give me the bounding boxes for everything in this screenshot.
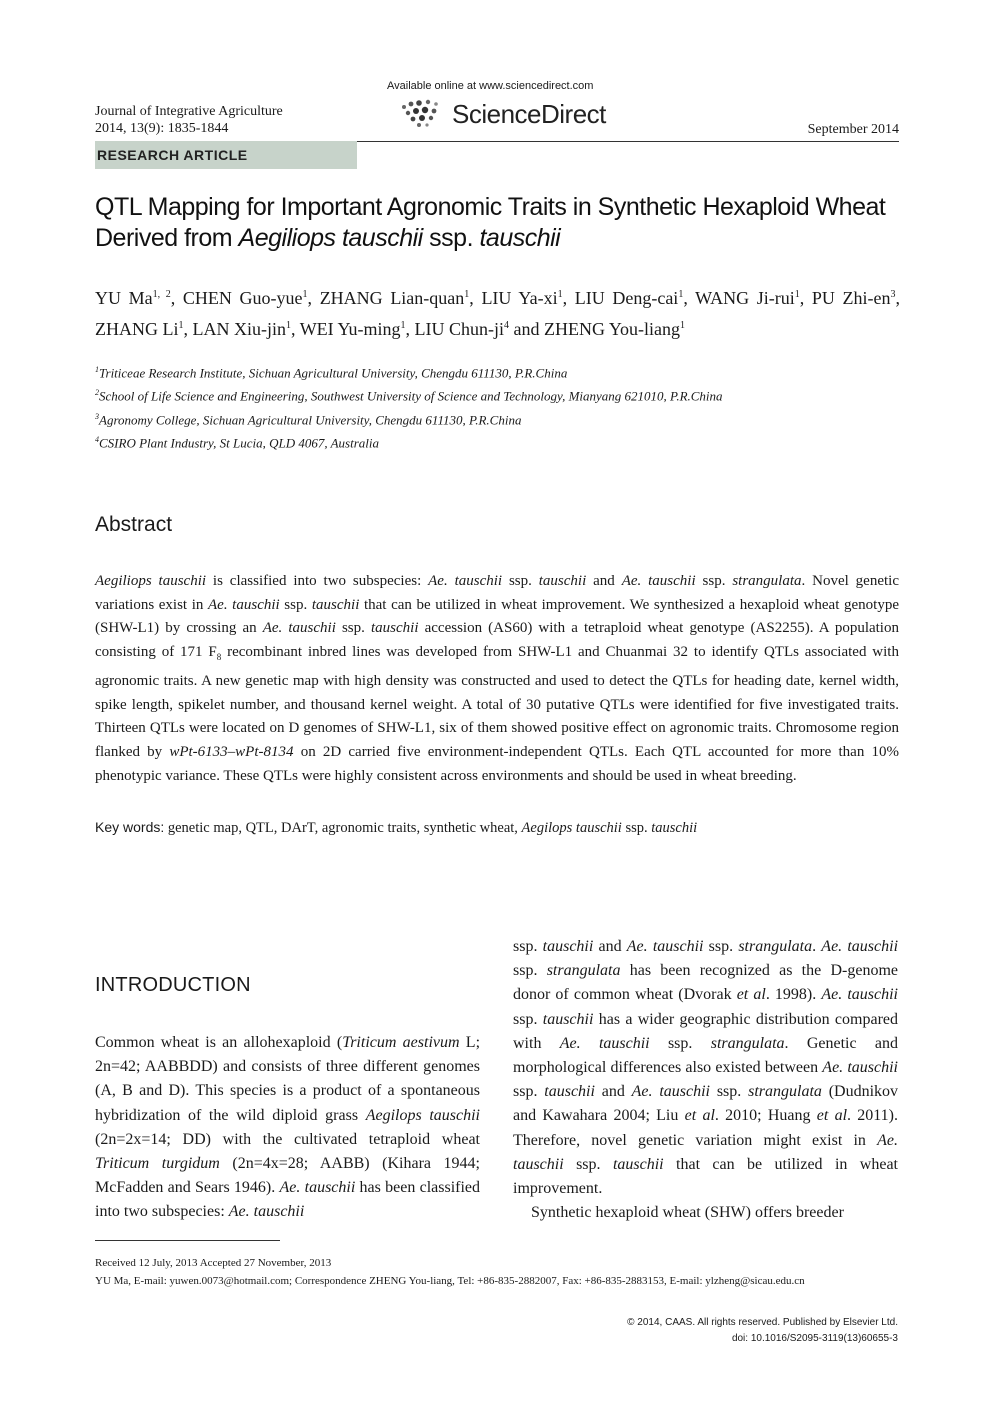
introduction-heading: INTRODUCTION (95, 974, 251, 996)
affiliation-number: 1 (95, 365, 99, 374)
journal-citation: 2014, 13(9): 1835-1844 (95, 121, 229, 136)
journal-name: Journal of Integrative Agriculture (95, 104, 283, 119)
author-name: ZHANG Lian-quan (319, 288, 465, 308)
footnotes (95, 1254, 805, 1290)
available-online-link[interactable]: Available online at www.sciencedirect.com (387, 80, 594, 92)
affiliation-text: School of Life Science and Engineering, Southwest University of Science and Technology, Mianyang 621010, P.R.China (99, 388, 723, 404)
paragraph: ssp. tauschii and Ae. tauschii ssp. strangulata. Ae. tauschii ssp. strangulata has been recognized as the D-genome donor of common wheat (Dvorak et al. 1998). Ae. tauschii ssp. tauschii has a wider geographic distribution compared with Ae. tauschii ssp. strangulata. Genetic and morphological differences also existed between Ae. tauschii ssp. tauschii and Ae. tauschii ssp. strangulata (Dudnikov and Kawahara 2004; Liu et al. 2010; Huang et al. 2011). Therefore, novel genetic variation might exist in Ae. tauschii ssp. tauschii that can be utilized in wheat improvement. (513, 938, 899, 1198)
affiliation-text: Triticeae Research Institute, Sichuan Agricultural University, Chengdu 611130, P.R.China (99, 365, 568, 381)
affiliation-item (95, 360, 723, 383)
author-affiliation-marker: 1 (464, 289, 470, 300)
copyright-line: © 2014, CAAS. All rights reserved. Published by Elsevier Ltd. (627, 1317, 898, 1328)
author-affiliation-marker: 1 (178, 320, 184, 331)
journal-info (95, 103, 283, 137)
author-affiliation-marker: 1 (557, 289, 563, 300)
affiliation-number: 3 (95, 411, 99, 421)
paragraph: Common wheat is an allohexaploid (Triticum aestivum L; 2n=42; AABBDD) and consists of three different genomes (A, B and D). This species is a product of a spontaneous hybridization of the wild diploid grass Aegilops tauschii (2n=2x=14; DD) with the cultivated tetraploid wheat Triticum turgidum (2n=4x=28; AABB) (Kihara 1944; McFadden and Sears 1946). Ae. tauschii has been classified into two subspecies: Ae. tauschii (95, 1034, 481, 1221)
affiliation-item (95, 430, 723, 453)
author-name: WANG Ji-rui (695, 288, 795, 308)
abstract-heading: Abstract (95, 513, 173, 536)
affiliation-number: 4 (95, 434, 99, 444)
affiliation-text: Agronomy College, Sichuan Agricultural University, Chengdu 611130, P.R.China (99, 411, 522, 427)
received-dates: Received 12 July, 2013 Accepted 27 November, 2013 (95, 1257, 332, 1269)
title-text: Derived from (95, 224, 239, 252)
author-name: WEI Yu-ming (299, 319, 401, 339)
author-name: ZHENG You-liang (544, 319, 681, 339)
copyright-block (627, 1315, 898, 1347)
body-column-right (513, 935, 898, 1225)
paragraph: Synthetic hexaploid wheat (SHW) offers breeder (531, 1204, 844, 1222)
doi-link[interactable]: doi: 10.1016/S2095-3119(13)60655-3 (731, 1333, 898, 1344)
sciencedirect-dots-icon (398, 98, 444, 130)
contact-info: YU Ma, E-mail: yuwen.0073@hotmail.com; Correspondence ZHENG You-liang, Tel: +86-835-2882007, Fax: +86-835-2883153, E-mail: ylzheng@sicau.edu.cn (95, 1275, 805, 1287)
title-line-1: QTL Mapping for Important Agronomic Traits in Synthetic Hexaploid Wheat (95, 193, 886, 221)
sciencedirect-wordmark: ScienceDirect (452, 98, 606, 129)
author-list: YU Ma$^{1, 2}$, CHEN Guo-yue$^1$, ZHANG Lian-quan$^1$, LIU $Ya-xi^1$, LIU Deng-cai$^1$, WANG Ji-rui$^1$, PU Zhi-$en^3$, ZHANG Li$^1$, LAN Xiu-jin$^1$, WEI Yu-ming$^1$, LIU Chun-$ji^4$ and ZHENG You-liang$^1$ (95, 288, 901, 339)
author-name: LIU Ya-xi (481, 288, 558, 308)
affiliation-text: CSIRO Plant Industry, St Lucia, QLD 4067, Australia (99, 435, 379, 451)
author-name: PU Zhi-en (811, 288, 891, 308)
author-name: LIU Deng-cai (574, 288, 679, 308)
keywords: Key words: genetic map, QTL, DArT, agronomic traits, synthetic wheat, Aegilops tauschii ssp. tauschii (95, 819, 698, 836)
author-name: ZHANG Li (95, 319, 179, 339)
author-affiliation-marker: 1 (286, 320, 291, 331)
footnote-divider (95, 1240, 280, 1241)
title-line-2 (95, 223, 905, 254)
keywords-label: Key words: (95, 819, 165, 835)
sciencedirect-logo[interactable] (398, 96, 606, 132)
author-name: YU Ma (95, 288, 153, 308)
affiliation-item (95, 407, 723, 430)
author-affiliation-marker: 1 (794, 289, 800, 300)
publication-date: September 2014 (807, 122, 899, 137)
author-affiliation-marker: 1 (680, 320, 686, 331)
abstract-body: Aegiliops tauschii is classified into two subspecies: Ae. tauschii ssp. tauschii and Ae. tauschii ssp. strangulata. Novel genetic variations exist in Ae. tauschii ssp. tauschii that can be utilized in wheat improvement. We synthesized a hexaploid wheat genotype (SHW-L1) by crossing an Ae. tauschii ssp. tauschii accession (AS60) with a tetraploid wheat genotype (AS2255). A population consisting of 171 $F_8$ recombinant inbred lines was developed from SHW-L1 and Chuanmai 32 to identify QTLs associated with agronomic traits. A new genetic map with high density was constructed and used to detect the QTLs for heading date, kernel width, spike length, spikelet number, and thousand kernel weight. A total of 30 putative QTLs were identified for five investigated traits. Thirteen QTLs were located on D genomes of SHW-L1, six of them showed positive effect on agronomic traits. Chromosome region flanked by wPt-6133–wPt-8134 on 2D carried five environment-independent QTLs. Each QTL accounted for more than 10% phenotypic variance. These QTLs were highly consistent across environments and should be used in wheat breeding. (95, 573, 899, 784)
author-affiliation-marker: 4 (504, 320, 509, 331)
title-subspecies: tauschii (479, 224, 561, 252)
author-affiliation-marker: 3 (890, 289, 896, 300)
article-title (95, 192, 905, 254)
title-text: ssp. (422, 224, 480, 252)
author-affiliation-marker: 1 (678, 289, 684, 300)
author-name: CHEN Guo-yue (182, 288, 303, 308)
author-affiliation-marker: 1, 2 (152, 289, 171, 300)
body-column-left (95, 1031, 480, 1225)
article-type-badge: RESEARCH ARTICLE (95, 141, 357, 169)
author-name: LAN Xiu-jin (192, 319, 286, 339)
affiliation-list (95, 360, 723, 453)
affiliation-number: 2 (95, 388, 99, 398)
author-affiliation-marker: 1 (400, 320, 406, 331)
author-affiliation-marker: 1 (302, 289, 308, 300)
title-species: Aegiliops tauschii (238, 224, 423, 252)
affiliation-item (95, 383, 723, 406)
author-name: LIU Chun-ji (414, 319, 504, 339)
